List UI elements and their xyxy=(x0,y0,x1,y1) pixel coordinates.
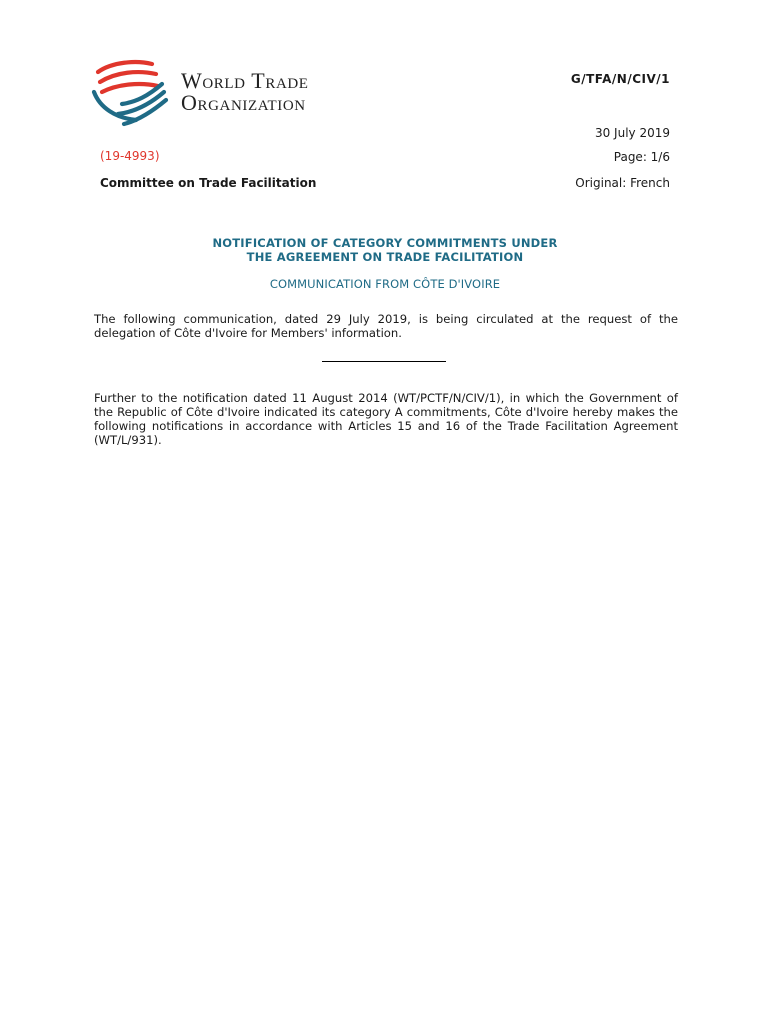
document-number: (19-4993) xyxy=(100,149,160,163)
document-title xyxy=(100,236,670,264)
document-subtitle: COMMUNICATION FROM CÔTE D'IVOIRE xyxy=(269,277,501,291)
document-symbol: G/TFA/N/CIV/1 xyxy=(570,72,670,86)
paragraph-intro: The following communication, dated 29 July 2019, is being circulated at the request of the delegation of Côte d'Ivoire for Members' information. xyxy=(94,312,678,340)
org-name-line1: World Trade xyxy=(181,68,309,93)
document-date: 30 July 2019 xyxy=(594,126,670,140)
separator-rule xyxy=(322,361,446,362)
paragraph-notification: Further to the notification dated 11 August 2014 (WT/PCTF/N/CIV/1), in which the Government of the Republic of Côte d'Ivoire indicated its category A commitments, Côte d'Ivoire hereby makes the following notifications in accordance with Articles 15 and 16 of the Trade Facilitation Agreement (WT/L/931). xyxy=(94,391,678,447)
title-line1: NOTIFICATION OF CATEGORY COMMITMENTS UNDER xyxy=(212,236,558,250)
org-name-line2: Organization xyxy=(181,90,306,115)
wto-logo xyxy=(90,58,170,130)
title-line2: THE AGREEMENT ON TRADE FACILITATION xyxy=(246,250,524,264)
committee-name: Committee on Trade Facilitation xyxy=(100,176,317,190)
page-indicator: Page: 1/6 xyxy=(613,150,670,164)
original-language: Original: French xyxy=(575,176,670,190)
organization-name xyxy=(181,70,309,114)
